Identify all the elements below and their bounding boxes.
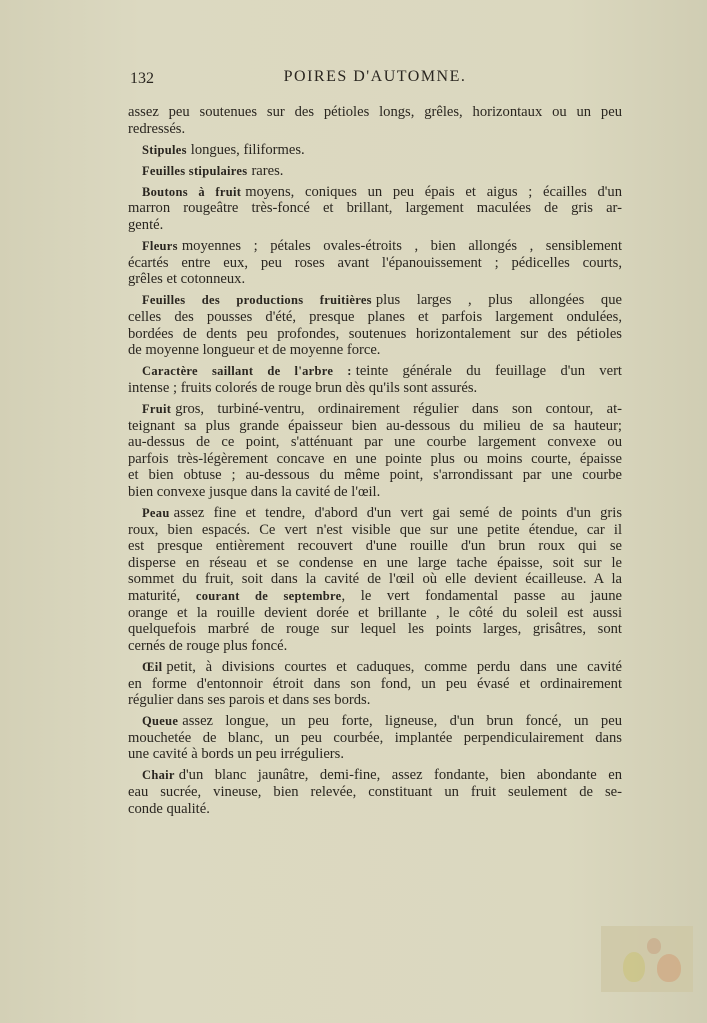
text-segment: teinte générale du feuillage d'un vert [355, 363, 622, 380]
text-line [128, 142, 622, 159]
text-line [128, 271, 622, 288]
text-segment: celles des pousses d'été, presque planes et parfois largement ondulées, [128, 309, 622, 326]
text-segment: redressés. [128, 120, 186, 137]
text-segment: assez longue, un peu forte, ligneuse, d'un brun foncé, un peu [182, 713, 622, 730]
text-segment: de moyenne longueur et de moyenne force. [128, 342, 381, 359]
text-segment: roux, bien espacés. Ce vert n'est visible que sur une petite étendue, car il [128, 521, 622, 538]
text-line [128, 380, 622, 397]
text-segment: en forme d'entonnoir étroit dans son fond, un peu évasé et ordinairement [128, 675, 622, 692]
text-line [128, 467, 622, 484]
text-segment: d'un blanc jaunâtre, demi-fine, assez fondante, bien abondante en [178, 767, 622, 784]
paragraph-lead-term: Queue [142, 714, 179, 729]
page-header [128, 68, 622, 88]
text-line [128, 418, 622, 435]
text-segment: conde qualité. [128, 800, 210, 817]
paragraph [128, 713, 622, 763]
text-line [128, 184, 622, 201]
text-segment: bordées de dents peu profondes, soutenues horizontalement sur des pétioles [128, 325, 622, 342]
text-line [128, 605, 622, 622]
text-segment: sommet du fruit, soit dans la cavité de l'œil où elle devient écailleuse. A la [128, 571, 622, 588]
paragraph-lead-term: Fruit [142, 402, 172, 416]
text-line [128, 638, 622, 655]
text-segment: intense ; fruits colorés de rouge brun dès qu'ils sont assurés. [128, 379, 478, 396]
text-segment: plus larges , plus allongées que [375, 292, 622, 309]
text-line [128, 713, 622, 730]
text-line [128, 200, 622, 217]
paragraph [128, 363, 622, 396]
paragraph-lead-term: Boutons à fruit [142, 184, 242, 199]
paragraph [128, 184, 622, 234]
paragraph [128, 238, 622, 288]
text-line [128, 342, 622, 359]
text-line [128, 401, 622, 418]
ripening-period: courant de septembre [195, 589, 342, 604]
text-segment: marron rougeâtre très-foncé et brillant, largement maculées de gris ar- [128, 200, 622, 217]
text-line [128, 676, 622, 693]
text-line [128, 730, 622, 747]
text-line [128, 588, 622, 605]
text-segment: rares. [251, 162, 284, 179]
text-segment: eau sucrée, vineuse, bien relevée, constituant un fruit seulement de se- [128, 784, 622, 801]
paragraph-lead-term: Chair [142, 768, 175, 783]
text-line [128, 255, 622, 272]
text-segment: mouchetée de blanc, un peu courbée, implantée perpendiculairement dans [128, 729, 622, 746]
paragraph [128, 142, 622, 159]
page-number: 132 [130, 70, 154, 87]
text-line [128, 451, 622, 468]
text-segment: une cavité à bords un peu irréguliers. [128, 746, 344, 763]
text-line [128, 484, 622, 501]
paragraph-lead-term: Caractère saillant de l'arbre : [142, 364, 352, 379]
paragraph-lead-term: Fleurs [142, 239, 178, 254]
text-segment: , le vert fondamental passe au jaune [341, 588, 622, 605]
text-segment: moyennes ; pétales ovales-étroits , bien allongés , sensiblement [181, 238, 622, 255]
text-line [128, 784, 622, 801]
text-segment: longues, filiformes. [190, 141, 305, 158]
text-segment: régulier dans ses parois et dans ses bords. [128, 692, 371, 709]
page-body [128, 104, 622, 822]
text-segment: bien convexe jusque dans la cavité de l'œil. [128, 483, 381, 500]
text-segment: au-dessus de ce point, s'atténuant par une courbe largement convexe ou [128, 434, 622, 451]
text-line [128, 217, 622, 234]
bleed-through-pear-illustration [601, 926, 693, 992]
text-segment: grêles et cotonneux. [128, 271, 246, 288]
paragraph [128, 505, 622, 654]
paragraph-lead-term: Feuilles des productions fruitières [142, 293, 372, 308]
text-line [128, 571, 622, 588]
text-line [128, 104, 622, 121]
paragraph [128, 104, 622, 137]
text-segment: disperse en réseau et se condense en une large tache épaisse, soit sur le [128, 554, 622, 571]
text-line [128, 746, 622, 763]
text-segment: assez fine et tendre, d'abord d'un vert gai semé de points d'un gris [173, 505, 622, 522]
text-segment: et bien obtuse ; au-dessous du même point, s'arrondissant par une courbe [128, 467, 622, 484]
text-segment: petit, à divisions courtes et caduques, comme perdu dans une cavité [166, 658, 622, 675]
text-line [128, 326, 622, 343]
running-title: POIRES D'AUTOMNE. [283, 68, 467, 85]
text-line [128, 692, 622, 709]
text-line [128, 505, 622, 522]
text-line [128, 801, 622, 818]
text-line [128, 621, 622, 638]
paragraph-lead-term: Feuilles stipulaires [142, 163, 248, 178]
text-line [128, 767, 622, 784]
text-segment: gros, turbiné-ventru, ordinairement régulier dans son contour, at- [175, 401, 622, 417]
paragraph-lead-term: Stipules [142, 142, 187, 157]
text-line [128, 538, 622, 555]
text-segment: maturité, [128, 588, 196, 605]
text-line [128, 363, 622, 380]
text-line [128, 121, 622, 138]
text-line [128, 163, 622, 180]
text-segment: teignant sa plus grande épaisseur bien au-dessous du milieu de sa hauteur; [128, 417, 622, 434]
paragraph-lead-term: Œil [142, 659, 163, 674]
text-segment: quelquefois marbré de rouge sur lequel les points larges, grisâtres, sont [128, 621, 622, 638]
paragraph [128, 767, 622, 817]
text-segment: parfois très-légèrement concave en une pointe plus ou moins courte, épaisse [128, 450, 622, 467]
text-segment: orange et la rouille devient dorée et brillante , le côté du soleil est aussi [128, 604, 622, 621]
text-line [128, 522, 622, 539]
text-line [128, 238, 622, 255]
text-line [128, 434, 622, 451]
paragraph [128, 163, 622, 180]
paragraph [128, 659, 622, 709]
text-segment: assez peu soutenues sur des pétioles longs, grêles, horizontaux ou un peu [128, 104, 622, 120]
text-segment: est presque entièrement recouvert d'une rouille d'un brun roux qui se [128, 538, 622, 555]
paragraph [128, 292, 622, 358]
paragraph [128, 401, 622, 501]
text-segment: écartés entre eux, peu roses avant l'épanouissement ; pédicelles courts, [128, 254, 622, 271]
text-line [128, 292, 622, 309]
text-line [128, 659, 622, 676]
paragraph-lead-term: Peau [142, 506, 170, 521]
text-segment: cernés de rouge plus foncé. [128, 637, 288, 654]
text-line [128, 309, 622, 326]
text-line [128, 555, 622, 572]
text-segment: moyens, coniques un peu épais et aigus ; écailles d'un [245, 183, 622, 200]
text-segment: genté. [128, 217, 164, 234]
